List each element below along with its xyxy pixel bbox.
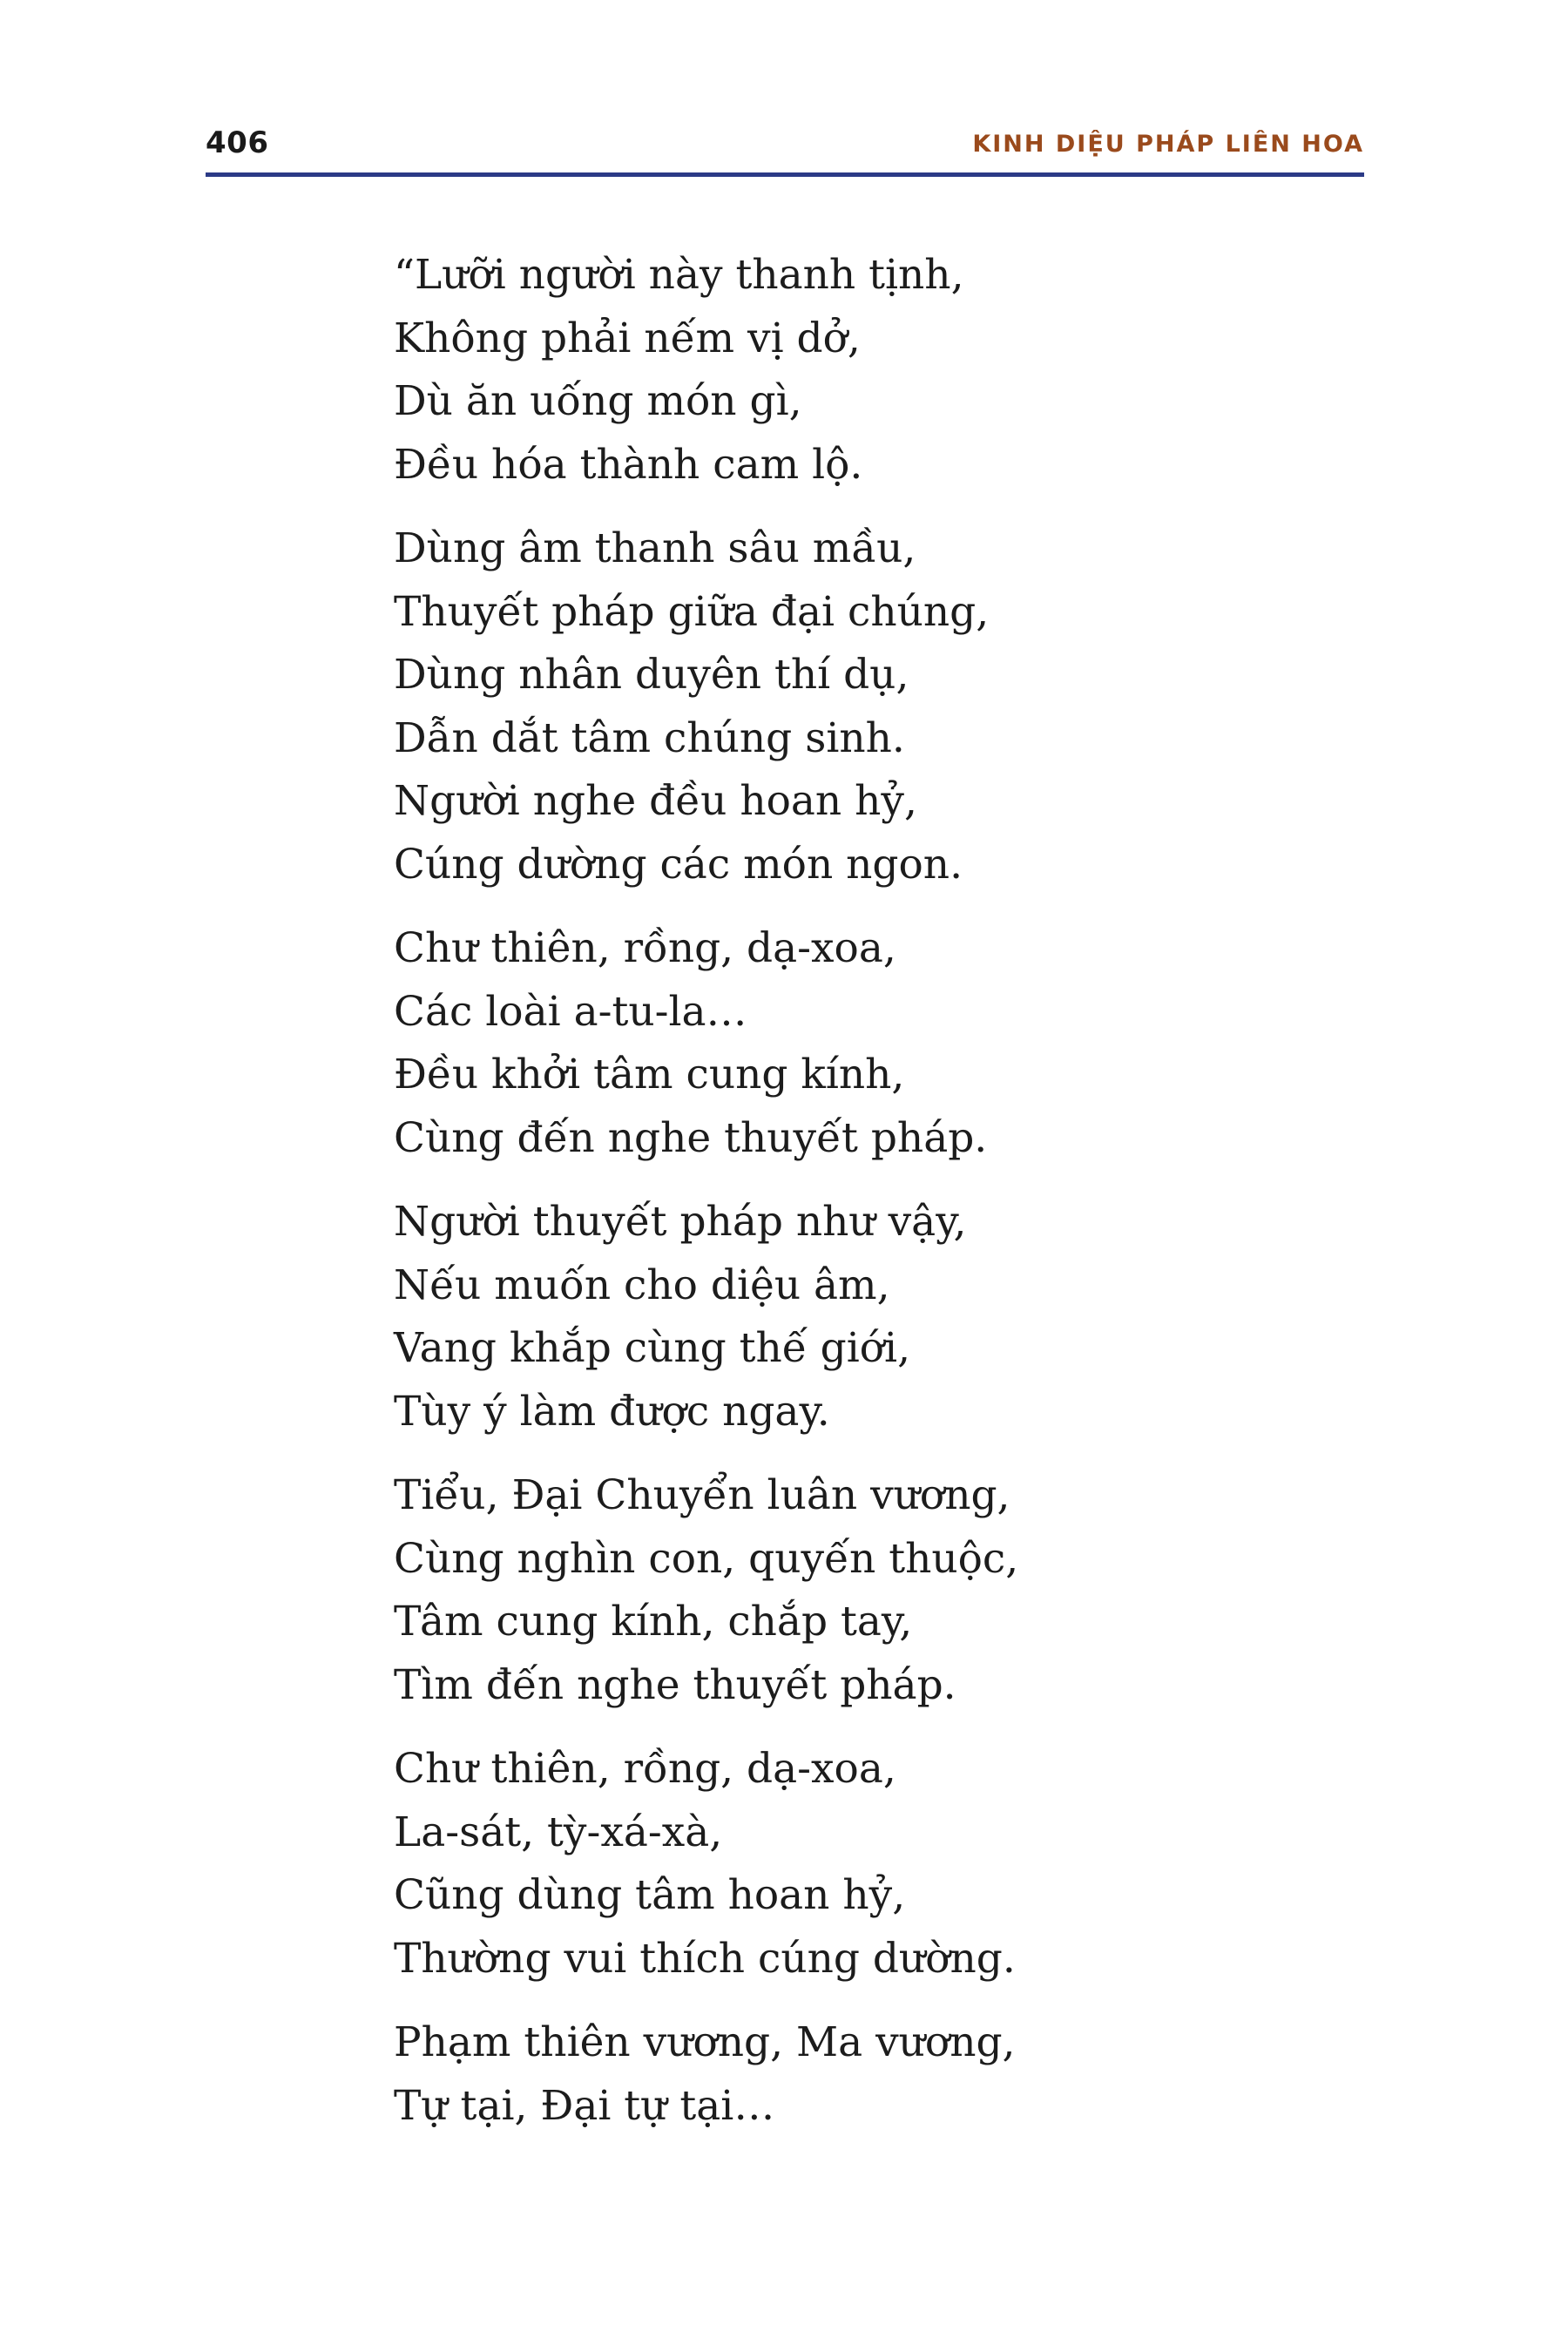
poem-stanza: [394, 517, 1352, 896]
poem-line: Dù ăn uống món gì,: [394, 377, 802, 425]
poem-line: Thuyết pháp giữa đại chúng,: [394, 587, 990, 636]
poem-stanza: [394, 1738, 1352, 1990]
poem-line: Phạm thiên vương, Ma vương,: [394, 2018, 1016, 2066]
poem-stanza: [394, 1464, 1352, 1717]
poem-line: Người nghe đều hoan hỷ,: [394, 777, 917, 825]
poem-line: Cùng nghìn con, quyến thuộc,: [394, 1534, 1019, 1583]
poem-line: Cúng dường các món ngon.: [394, 840, 963, 889]
page-header: [206, 122, 1364, 179]
poem-line: Chư thiên, rồng, dạ-xoa,: [394, 924, 896, 972]
poem-line: Đều khởi tâm cung kính,: [394, 1051, 905, 1098]
poem-stanza: [394, 244, 1352, 497]
poem-line: Tìm đến nghe thuyết pháp.: [394, 1660, 956, 1709]
poem-line: Chư thiên, rồng, dạ-xoa,: [394, 1745, 896, 1793]
poem-line: Tâm cung kính, chắp tay,: [394, 1598, 913, 1646]
page-number: 406: [206, 125, 269, 160]
poem-line: Tự tại, Đại tự tại…: [394, 2081, 775, 2130]
poem-stanza: [394, 2011, 1352, 2138]
poem-line: “Lưỡi người này thanh tịnh,: [394, 251, 964, 299]
poem-line: Dùng nhân duyên thí dụ,: [394, 651, 909, 699]
poem-line: Vang khắp cùng thế giới,: [394, 1324, 911, 1372]
poem-line: Tiểu, Đại Chuyển luân vương,: [394, 1471, 1010, 1519]
poem-line: Thường vui thích cúng dường.: [394, 1934, 1016, 1983]
poem-line: La-sát, tỳ-xá-xà,: [394, 1808, 723, 1856]
poem-line: Nếu muốn cho diệu âm,: [394, 1260, 890, 1309]
poem-line: Đều hóa thành cam lộ.: [394, 440, 863, 489]
poem-line: Dùng âm thanh sâu mầu,: [394, 524, 916, 572]
poem-line: Cũng dùng tâm hoan hỷ,: [394, 1871, 906, 1919]
poem-line: Không phải nếm vị dở,: [394, 314, 861, 362]
poem-body: [394, 244, 1352, 2159]
poem-line: Dẫn dắt tâm chúng sinh.: [394, 713, 905, 762]
poem-stanza: [394, 917, 1352, 1170]
poem-line: Cùng đến nghe thuyết pháp.: [394, 1113, 988, 1162]
poem-line: Tùy ý làm được ngay.: [394, 1387, 830, 1436]
poem-line: Các loài a-tu-la…: [394, 987, 747, 1036]
running-title: KINH DIỆU PHÁP LIÊN HOA: [972, 131, 1364, 158]
header-rule: [206, 172, 1364, 177]
poem-line: Người thuyết pháp như vậy,: [394, 1198, 967, 1246]
poem-stanza: [394, 1191, 1352, 1443]
